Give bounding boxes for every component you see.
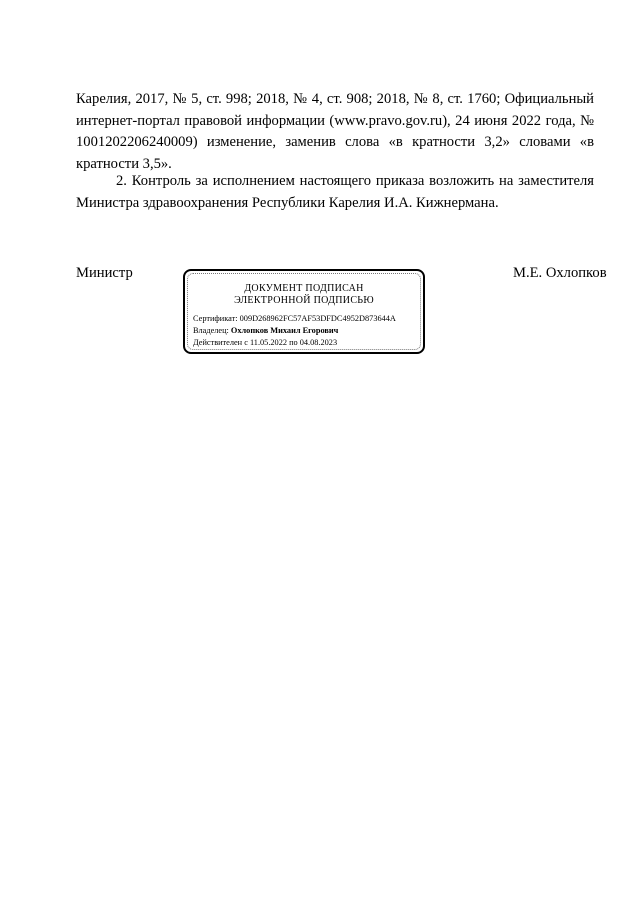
stamp-owner-label: Владелец [193, 326, 227, 335]
stamp-validity [193, 338, 337, 348]
stamp-validity-to-label: по [289, 338, 298, 347]
paragraph-continuation: Карелия, 2017, № 5, ст. 998; 2018, № 4, ст. 908; 2018, № 8, ст. 1760; Официальный интернет-портал правовой информации (www.pravo.gov.ru), 24 июня 2022 года, № 1001202206240009) изменение, заменив слова «в кратности 3,2» словами «в кратности 3,5». [76, 91, 594, 172]
stamp-title-line2: ЭЛЕКТРОННОЙ ПОДПИСЬЮ [234, 295, 374, 306]
paragraph-control-clause: 2. Контроль за исполнением настоящего приказа возложить на заместителя Министра здравоохранения Республики Карелия И.А. Кижнермана. [76, 173, 594, 211]
electronic-signature-stamp [183, 269, 425, 354]
stamp-certificate-label: Сертификат [193, 314, 236, 323]
signatory-name: М.Е. Охлопков [513, 265, 607, 281]
stamp-owner: Владелец: Охлопков Михаил Егорович [193, 326, 339, 335]
signature-position: Министр [76, 265, 133, 281]
stamp-valid-from: 11.05.2022 [249, 338, 287, 347]
stamp-owner-value: Охлопков Михаил Егорович [230, 326, 339, 335]
stamp-valid-to: 04.08.2023 [299, 338, 338, 347]
stamp-validity-label: Действителен с [193, 338, 248, 347]
stamp-title-line1: ДОКУМЕНТ ПОДПИСАН [244, 283, 364, 294]
stamp-certificate-value: 009D268962FC57AF53DFDC4952D873644A [239, 314, 396, 323]
stamp-certificate: Сертификат: 009D268962FC57AF53DFDC4952D873644A [193, 314, 396, 323]
